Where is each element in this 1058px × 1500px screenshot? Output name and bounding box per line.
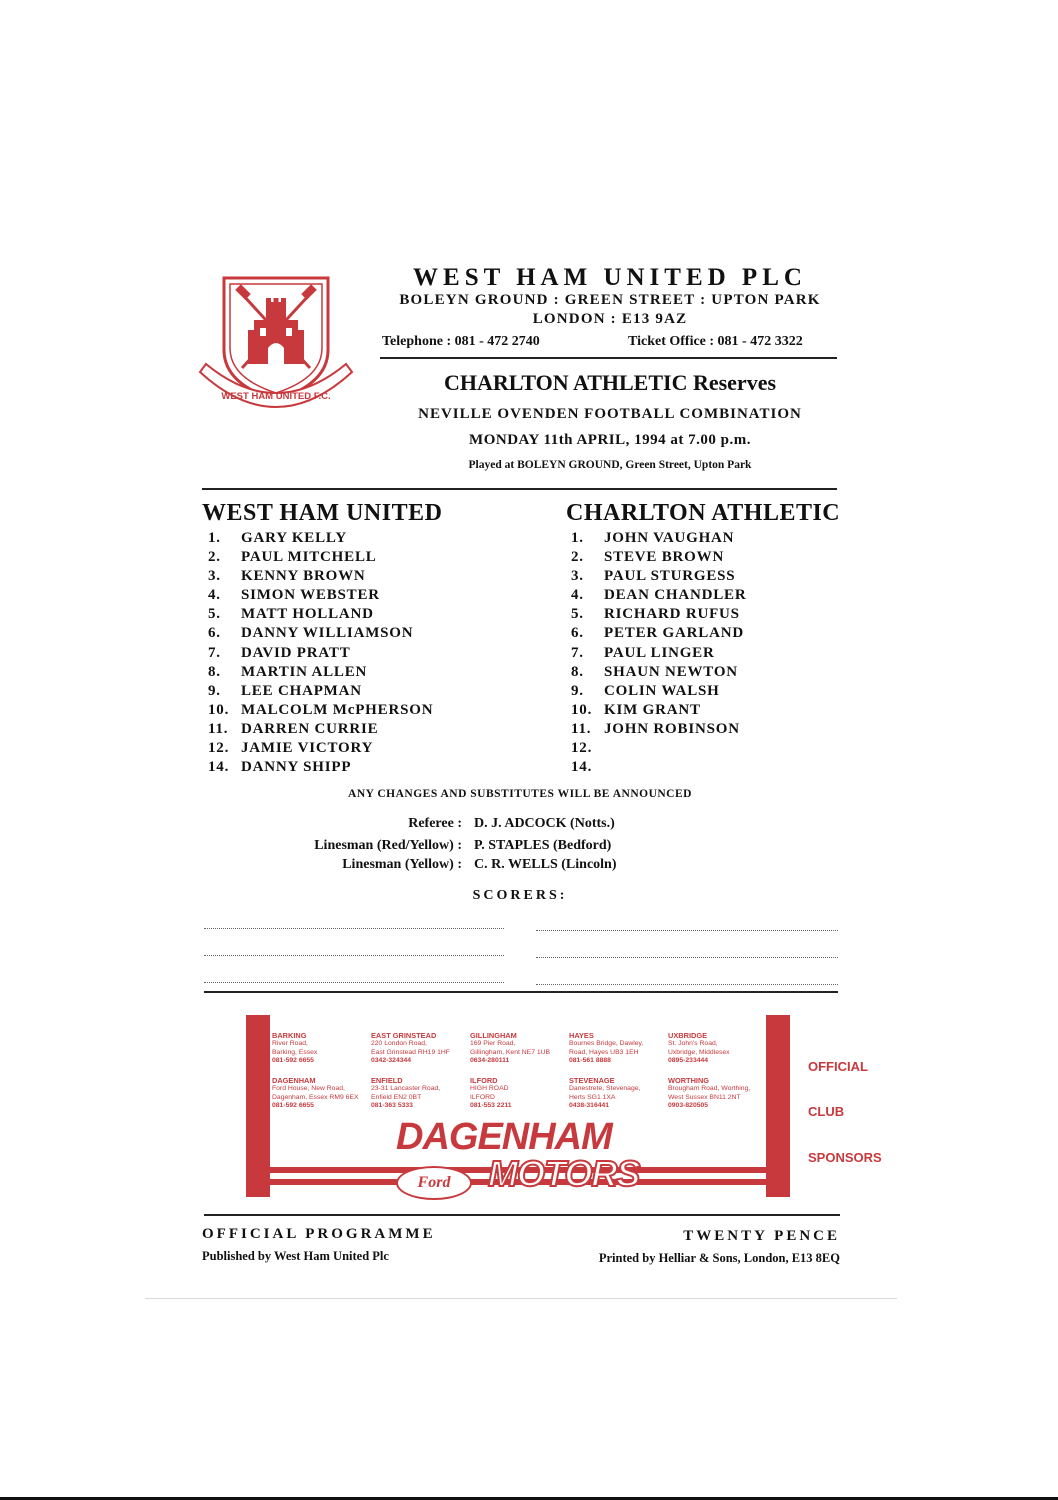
home-player-row (208, 702, 433, 721)
away-player-row (571, 702, 747, 721)
away-player-row (571, 664, 747, 683)
branch-address-line: Gillingham, Kent NE7 1UB (470, 1048, 551, 1056)
shirt-number: 7. (208, 644, 221, 661)
home-team-lineup (208, 530, 433, 778)
player-name: SIMON WEBSTER (241, 587, 380, 604)
match-venue: Played at BOLEYN GROUND, Green Street, Upton Park (468, 459, 752, 471)
branch-phone: 0903-820505 (668, 1102, 709, 1110)
branch-town: GILLINGHAM (470, 1031, 517, 1040)
branch-entry (470, 1032, 550, 1066)
referee-role: Referee : (408, 816, 462, 831)
away-player-row (571, 549, 747, 568)
printer-credit: Printed by Helliar & Sons, London, E13 8EQ (598, 1251, 840, 1265)
home-player-row (208, 645, 433, 664)
club-name: WEST HAM UNITED PLC (413, 264, 807, 291)
branch-address-line: Ford House, New Road, (272, 1085, 345, 1093)
player-name: MATT HOLLAND (241, 606, 374, 623)
away-team-lineup (571, 530, 747, 778)
shirt-number: 10. (571, 701, 593, 718)
branch-town: UXBRIDGE (668, 1031, 708, 1040)
branch-address-line: Brougham Road, Worthing, (668, 1085, 751, 1093)
programme-price: TWENTY PENCE (683, 1228, 840, 1244)
home-player-row (208, 606, 433, 625)
linesman-1-name: P. STAPLES (Bedford) (474, 838, 612, 853)
player-name: JOHN ROBINSON (604, 720, 740, 737)
branch-entry (569, 1032, 643, 1066)
shirt-number: 7. (571, 644, 584, 661)
branch-phone: 0342-324344 (371, 1057, 412, 1065)
branch-entry (371, 1077, 440, 1111)
branch-entry (272, 1077, 359, 1111)
programme-label: OFFICIAL PROGRAMME (202, 1226, 436, 1242)
player-name: MALCOLM McPHERSON (241, 701, 434, 718)
player-name: STEVE BROWN (604, 549, 725, 566)
shirt-number: 14. (208, 759, 230, 776)
player-name: KENNY BROWN (241, 568, 366, 585)
header-divider (380, 357, 837, 359)
linesman-1-role: Linesman (Red/Yellow) : (314, 838, 462, 853)
shirt-number: 2. (208, 549, 221, 566)
player-name: SHAUN NEWTON (604, 663, 738, 680)
branch-entry (668, 1032, 730, 1066)
sponsor-word-official: OFFICIAL (808, 1059, 868, 1074)
shirt-number: 5. (208, 606, 221, 623)
home-player-row (208, 549, 433, 568)
player-name: COLIN WALSH (604, 682, 720, 699)
shirt-number: 6. (208, 625, 221, 642)
away-player-row (571, 625, 747, 644)
advert-right-bar (766, 1015, 790, 1197)
branch-address-line: Uxbridge, Middlesex (668, 1048, 730, 1056)
ford-logo: Ford (396, 1166, 472, 1200)
branch-address-line: ILFORD (470, 1093, 495, 1101)
shirt-number: 1. (571, 530, 584, 546)
branch-entry (569, 1077, 640, 1111)
address-line-1: BOLEYN GROUND : GREEN STREET : UPTON PARK (399, 292, 821, 308)
branch-entry (371, 1032, 450, 1066)
player-name: DAVID PRATT (241, 644, 351, 661)
branch-town: BARKING (272, 1031, 307, 1040)
sponsor-word-club: CLUB (808, 1104, 845, 1119)
scorers-label: SCORERS: (472, 888, 568, 903)
address-line-2: LONDON : E13 9AZ (532, 311, 688, 327)
linesman-2-role: Linesman (Yellow) : (342, 857, 462, 872)
home-scorers-line (204, 982, 504, 983)
shirt-number: 11. (208, 720, 229, 737)
away-player-row (571, 587, 747, 606)
home-player-row (208, 587, 433, 606)
branch-phone: 081-561 8888 (569, 1057, 611, 1065)
away-scorers-line (536, 930, 838, 931)
branch-address-line: East Grinstead RH19 1HF (371, 1048, 450, 1056)
publisher-credit: Published by West Ham United Plc (202, 1249, 389, 1263)
branch-town: ILFORD (470, 1076, 498, 1085)
branch-town: ENFIELD (371, 1076, 403, 1085)
away-player-row (571, 606, 747, 625)
home-player-row (208, 664, 433, 683)
shirt-number: 8. (571, 663, 584, 680)
away-player-row (571, 759, 747, 778)
player-name: PAUL STURGESS (604, 568, 736, 585)
player-name: LEE CHAPMAN (241, 682, 362, 699)
shirt-number: 1. (208, 530, 221, 546)
home-scorers-line (204, 928, 504, 929)
away-scorers-line (536, 957, 838, 958)
branch-address-line: Danestrete, Stevenage, (569, 1085, 641, 1093)
match-date: MONDAY 11th APRIL, 1994 at 7.00 p.m. (469, 432, 751, 448)
branch-entry (668, 1077, 750, 1111)
player-name: GARY KELLY (241, 530, 347, 546)
home-player-row (208, 625, 433, 644)
player-name: DEAN CHANDLER (604, 587, 747, 604)
shirt-number: 4. (571, 587, 584, 604)
shirt-number: 14. (571, 759, 593, 776)
home-player-row (208, 759, 433, 778)
crest-ribbon-text: WEST HAM UNITED F.C. (221, 391, 331, 402)
player-name: DARREN CURRIE (241, 720, 379, 737)
home-player-row (208, 740, 433, 759)
away-player-row (571, 530, 747, 549)
away-player-row (571, 645, 747, 664)
branch-phone: 081-363 5333 (371, 1102, 413, 1110)
branch-phone: 081-553 2211 (470, 1102, 512, 1110)
referee-name: D. J. ADCOCK (Notts.) (474, 816, 615, 831)
away-player-row (571, 721, 747, 740)
scorers-divider (204, 991, 838, 993)
player-name: MARTIN ALLEN (241, 663, 368, 680)
branch-phone: 0438-316441 (569, 1102, 610, 1110)
linesman-2-name: C. R. WELLS (Lincoln) (474, 857, 617, 872)
teams-divider (202, 488, 837, 490)
branch-address-line: HIGH ROAD (470, 1085, 509, 1093)
player-name: PAUL LINGER (604, 644, 715, 661)
advert-left-bar (246, 1015, 270, 1197)
branch-address-line: 220 London Road, (371, 1040, 427, 1048)
telephone-number: Telephone : 081 - 472 2740 (382, 334, 540, 349)
home-player-row (208, 530, 433, 549)
shirt-number: 11. (571, 720, 592, 737)
club-crest-logo (196, 272, 356, 422)
branch-address-line: Enfield EN2 0BT (371, 1093, 422, 1101)
branch-phone: 081-592 6655 (272, 1057, 314, 1065)
branch-address-line: Road, Hayes UB3 1EH (569, 1048, 639, 1056)
branch-entry (272, 1032, 317, 1066)
sponsor-word-sponsors: SPONSORS (808, 1150, 882, 1165)
changes-notice: ANY CHANGES AND SUBSTITUTES WILL BE ANNOUNCED (348, 788, 692, 800)
opponent-title: CHARLTON ATHLETIC Reserves (443, 370, 777, 395)
branch-address-line: Barking, Essex (272, 1048, 318, 1056)
branch-address-line: 169 Pier Road, (470, 1040, 516, 1048)
shirt-number: 4. (208, 587, 221, 604)
branch-town: HAYES (569, 1031, 594, 1040)
player-name: KIM GRANT (604, 701, 701, 718)
shirt-number: 12. (571, 740, 593, 757)
brand-name-dagenham: DAGENHAM (396, 1116, 612, 1158)
branch-town: EAST GRINSTEAD (371, 1031, 437, 1040)
away-player-row (571, 683, 747, 702)
player-name: RICHARD RUFUS (604, 606, 740, 623)
competition-name: NEVILLE OVENDEN FOOTBALL COMBINATION (418, 406, 802, 422)
player-name: PETER GARLAND (604, 625, 744, 642)
away-player-row (571, 568, 747, 587)
shirt-number: 6. (571, 625, 584, 642)
home-player-row (208, 683, 433, 702)
branch-town: DAGENHAM (272, 1076, 316, 1085)
branch-address-line: St. John's Road, (668, 1040, 718, 1048)
branch-town: WORTHING (668, 1076, 710, 1085)
branch-address-line: Herts SG1 1XA (569, 1093, 616, 1101)
brand-name-motors: MOTORS (488, 1153, 640, 1194)
page-edge-line (145, 1298, 897, 1299)
branch-entry (470, 1077, 512, 1111)
home-player-row (208, 568, 433, 587)
shirt-number: 9. (208, 682, 221, 699)
shirt-number: 9. (571, 682, 584, 699)
player-name: DANNY SHIPP (241, 759, 352, 776)
player-name: JAMIE VICTORY (241, 740, 374, 757)
ticket-office-number: Ticket Office : 081 - 472 3322 (628, 334, 803, 349)
branch-address-line: Bournes Bridge, Dawley, (569, 1040, 644, 1048)
home-player-row (208, 721, 433, 740)
branch-town: STEVENAGE (569, 1076, 615, 1085)
player-name: PAUL MITCHELL (241, 549, 377, 566)
branch-address-line: 23-31 Lancaster Road, (371, 1085, 441, 1093)
away-scorers-line (536, 984, 838, 985)
branch-address-line: West Sussex BN11 2NT (668, 1093, 741, 1101)
branch-phone: 0895-233444 (668, 1057, 709, 1065)
home-team-heading: WEST HAM UNITED (202, 500, 443, 526)
player-name: DANNY WILLIAMSON (241, 625, 414, 642)
shirt-number: 2. (571, 549, 584, 566)
branch-address-line: Dagenham, Essex RM9 6EX (272, 1093, 359, 1101)
branch-phone: 0634-280111 (470, 1057, 510, 1065)
shirt-number: 3. (208, 568, 221, 585)
away-team-heading: CHARLTON ATHLETIC (566, 500, 841, 526)
branch-phone: 081-592 6655 (272, 1102, 314, 1110)
footer-divider (204, 1214, 840, 1216)
shirt-number: 3. (571, 568, 584, 585)
away-player-row (571, 740, 747, 759)
shirt-number: 10. (208, 701, 230, 718)
shirt-number: 12. (208, 740, 230, 757)
player-name: JOHN VAUGHAN (604, 530, 735, 546)
shirt-number: 5. (571, 606, 584, 623)
branch-address-line: River Road, (272, 1040, 308, 1048)
shirt-number: 8. (208, 663, 221, 680)
home-scorers-line (204, 955, 504, 956)
